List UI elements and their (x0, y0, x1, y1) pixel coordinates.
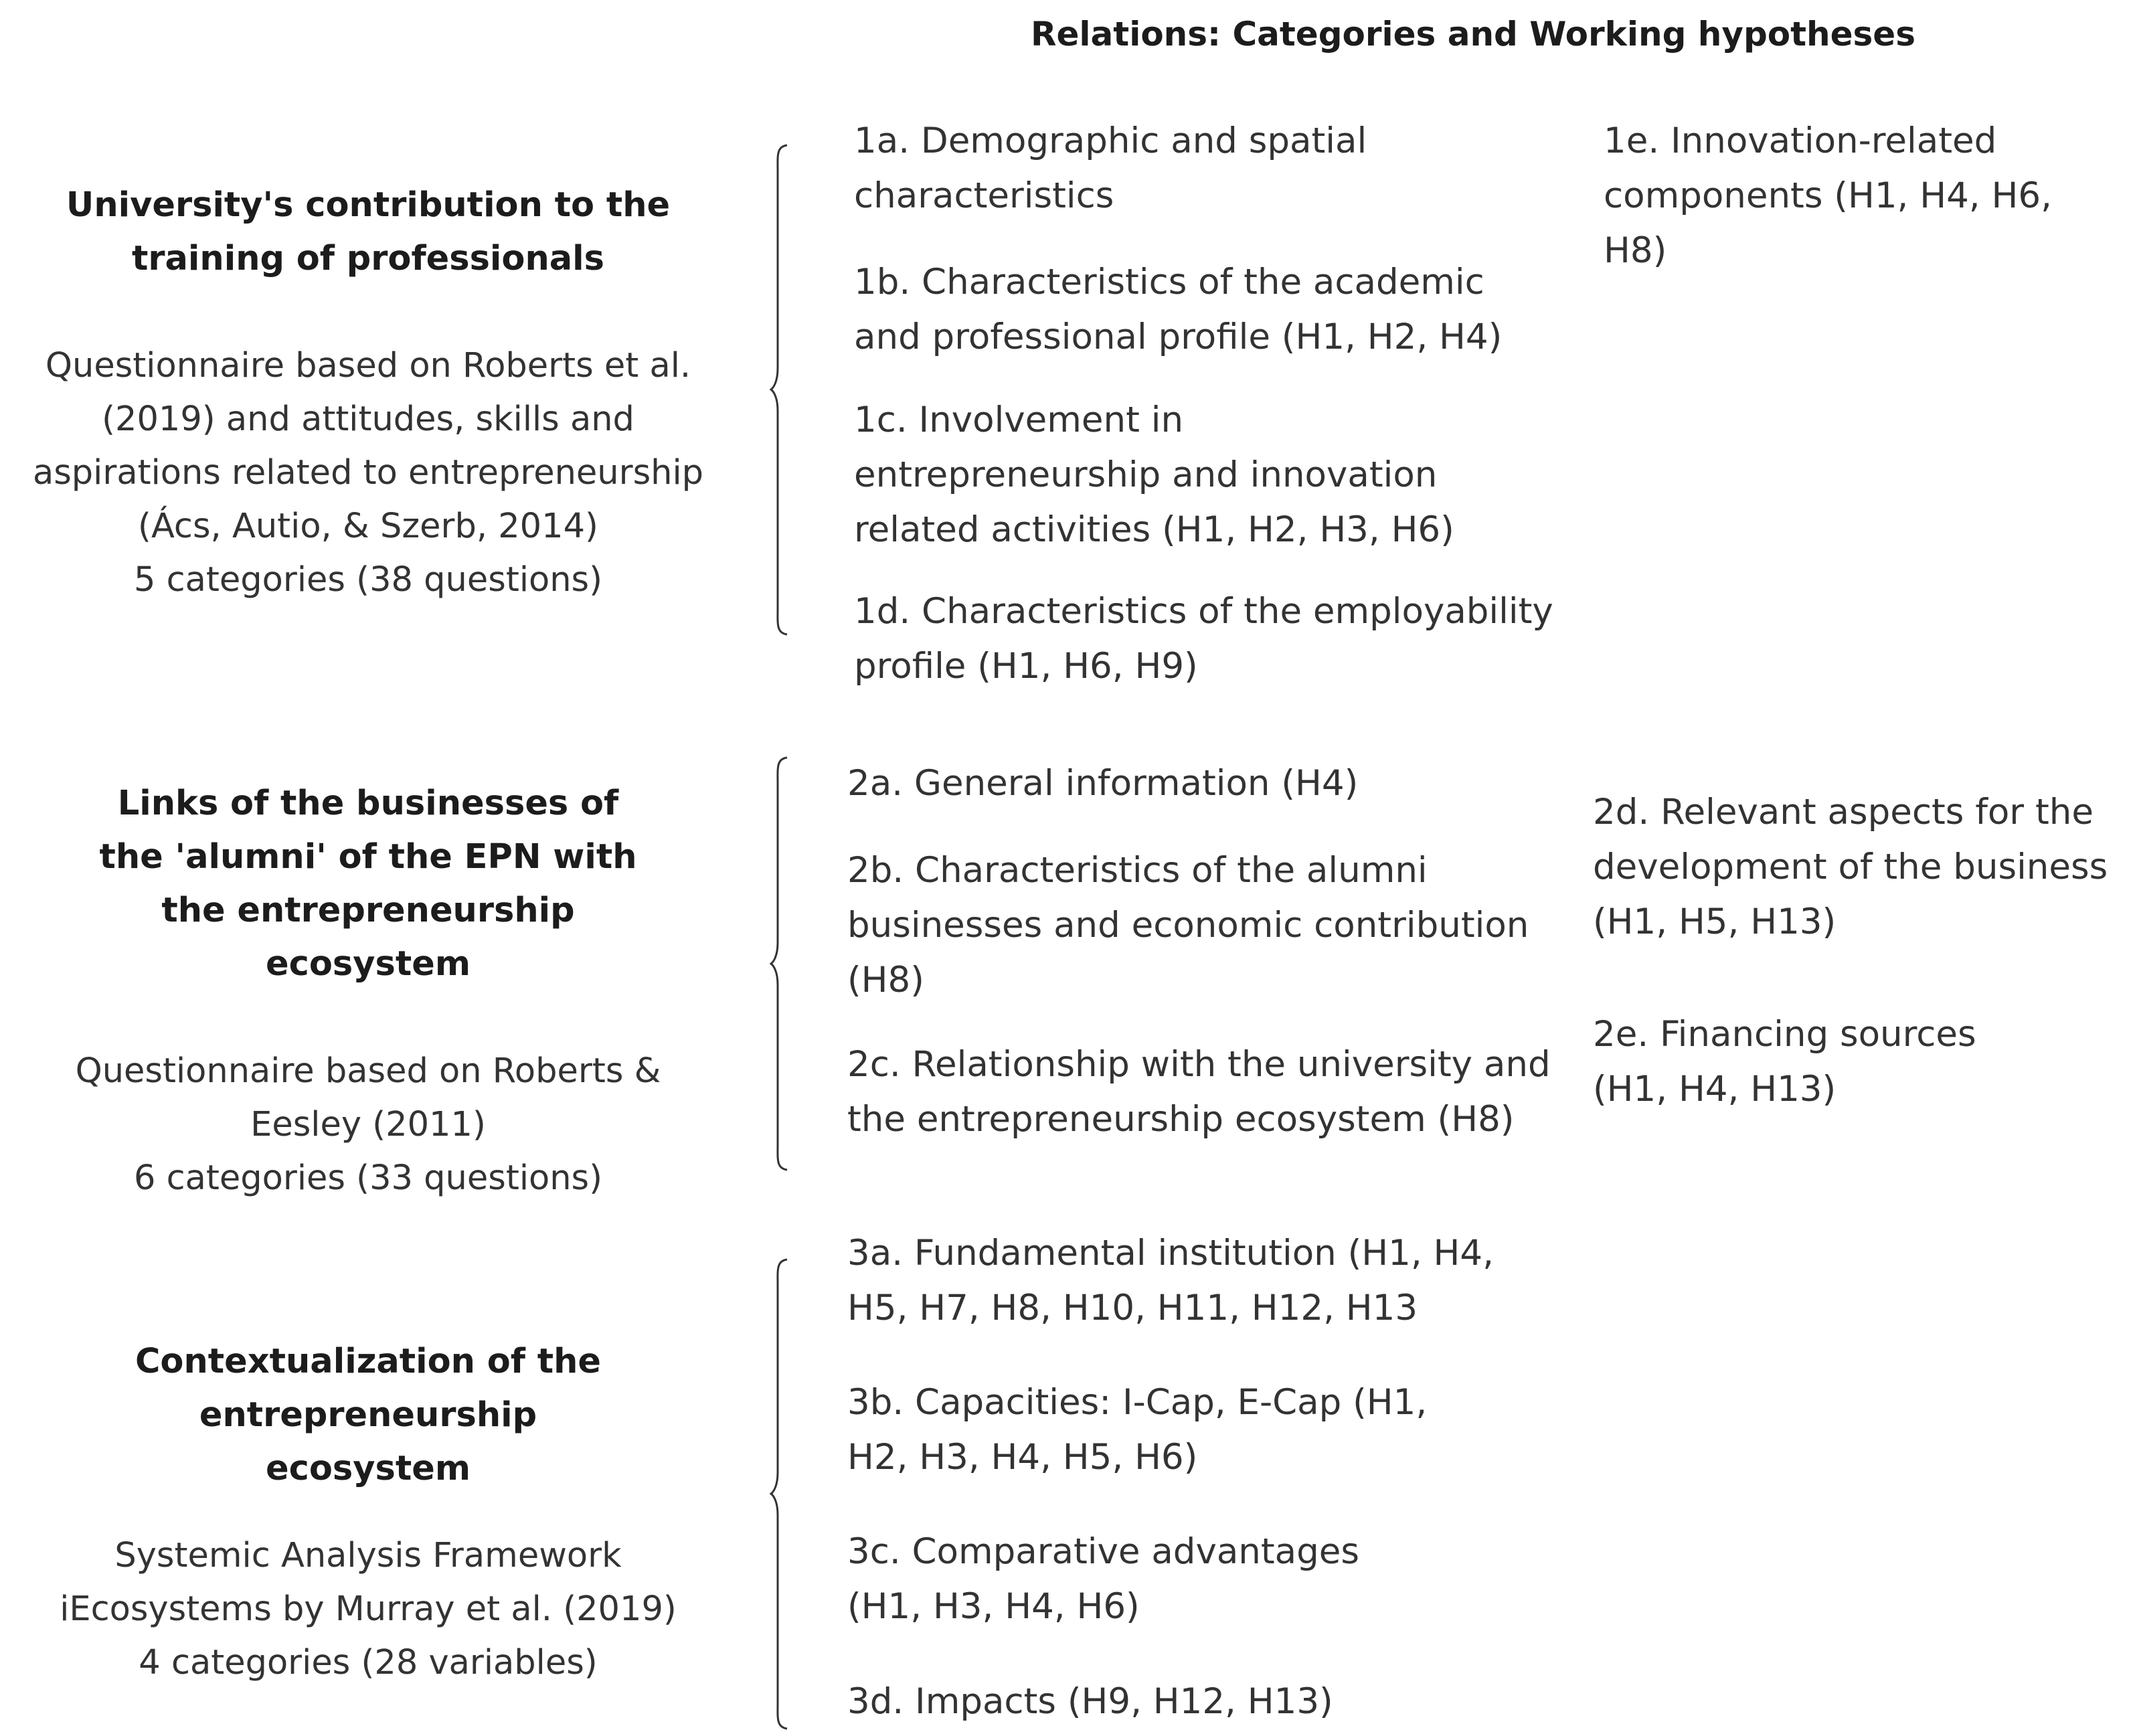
item-2e: 2e. Financing sources (H1, H4, H13) (1593, 1014, 1976, 1110)
item-3d: 3d. Impacts (H9, H12, H13) (847, 1681, 1333, 1722)
item-1c: 1c. Involvement in entrepreneurship and innovation related activities (H1, H2, H3, H6) (854, 400, 1454, 550)
section-1-description-line: aspirations related to entrepreneurship (32, 453, 704, 493)
section-3-description-line: 4 categories (28 variables) (139, 1643, 598, 1682)
section-1-description-line: (Ács, Autio, & Szerb, 2014) (138, 507, 598, 546)
item-2d: 2d. Relevant aspects for the development of the business (H1, H5, H13) (1593, 792, 2108, 942)
diagram-heading: Relations: Categories and Working hypotheses (1031, 15, 1915, 54)
section-2-brace (770, 756, 790, 1171)
item-2b: 2b. Characteristics of the alumni businesses and economic contribution (H8) (847, 850, 1529, 1001)
item-1b: 1b. Characteristics of the academic and professional profile (H1, H2, H4) (854, 262, 1503, 357)
section-3-description (0, 1529, 736, 1690)
item-1a: 1a. Demographic and spatial characteristics (854, 120, 1367, 216)
section-2-description-line: 6 categories (33 questions) (133, 1158, 602, 1198)
item-1d: 1d. Characteristics of the employability profile (H1, H6, H9) (854, 591, 1553, 687)
section-2-left (0, 777, 736, 1205)
section-1-description (0, 339, 736, 607)
item-2a: 2a. General information (H4) (847, 763, 1359, 804)
section-1-description-line: Questionnaire based on Roberts et al. (45, 346, 691, 385)
section-3-title: Contextualization of the entrepreneurship ecosystem (135, 1342, 602, 1488)
section-2-description-line: Questionnaire based on Roberts & (75, 1051, 661, 1091)
section-1-description-line: (2019) and attitudes, skills and (102, 400, 634, 439)
section-1-title: University's contribution to the training of professionals (66, 185, 671, 278)
section-2-description-line: Eesley (2011) (250, 1105, 486, 1144)
section-3-brace (770, 1258, 790, 1730)
section-1-brace (770, 144, 790, 636)
section-2-title: Links of the businesses of the 'alumni' of the EPN with the entrepreneurship ecosystem (99, 784, 637, 984)
item-1e: 1e. Innovation-related components (H1, H4, H6, H8) (1604, 120, 2052, 271)
item-3a: 3a. Fundamental institution (H1, H4, H5, H7, H8, H10, H11, H12, H13 (847, 1233, 1494, 1328)
item-2c: 2c. Relationship with the university and the entrepreneurship ecosystem (H8) (847, 1044, 1551, 1140)
section-3-description-line: iEcosystems by Murray et al. (2019) (60, 1589, 677, 1629)
section-1-left (0, 179, 736, 607)
section-1-description-line: 5 categories (38 questions) (133, 560, 602, 600)
item-3b: 3b. Capacities: I-Cap, E-Cap (H1, H2, H3, H4, H5, H6) (847, 1382, 1428, 1478)
section-3-description-line: Systemic Analysis Framework (114, 1536, 622, 1575)
section-3-left (0, 1335, 736, 1690)
section-2-description (0, 1045, 736, 1205)
item-3c: 3c. Comparative advantages (H1, H3, H4, H6) (847, 1531, 1360, 1627)
